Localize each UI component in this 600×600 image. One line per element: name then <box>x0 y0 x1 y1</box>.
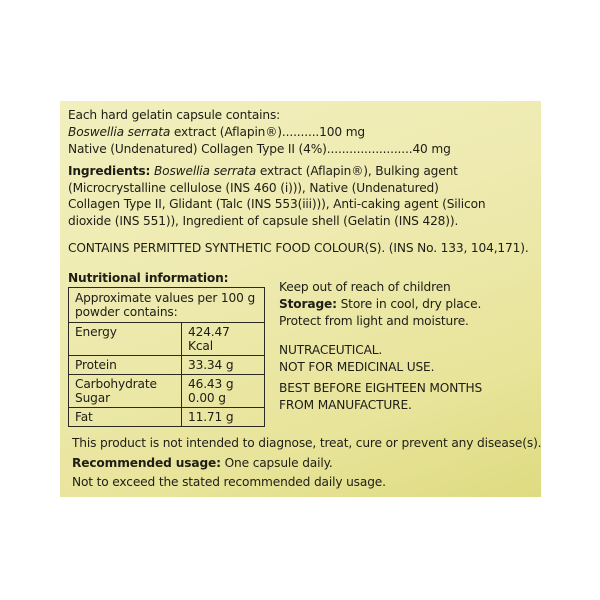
disclaimer: This product is not intended to diagnose, treat, cure or prevent any disease(s). <box>72 436 542 450</box>
composition-item-dots: .......... <box>281 125 320 139</box>
storage-label: Storage: <box>279 297 337 311</box>
nutrient-name <box>69 375 182 408</box>
ingredients-label: Ingredients: <box>68 164 151 178</box>
nutrient-value: 11.71 g <box>182 408 265 427</box>
composition-item-amount: 100 mg <box>319 125 366 139</box>
nutrient-value <box>182 375 265 408</box>
table-row <box>69 375 265 408</box>
nutrient-name-sub: Sugar <box>75 391 110 405</box>
table-row <box>69 356 265 375</box>
nutrition-header-row <box>69 288 265 323</box>
best-before-line-1: BEST BEFORE EIGHTEEN MONTHS <box>279 381 483 395</box>
usage-label: Recommended usage: <box>72 456 221 470</box>
nutrient-value: 424.47 Kcal <box>182 323 265 356</box>
usage-text: One capsule daily. <box>220 456 333 470</box>
composition-heading: Each hard gelatin capsule contains: <box>68 108 281 122</box>
nutraceutical-line: NUTRACEUTICAL. <box>279 343 383 357</box>
nutrient-name: Energy <box>69 323 182 356</box>
protect-line: Protect from light and moisture. <box>279 314 469 328</box>
product-label <box>60 101 541 497</box>
nutrient-value-sub: 0.00 g <box>188 391 226 405</box>
ingredients-paragraph <box>68 163 488 229</box>
composition-item-name-italic: Boswellia serrata <box>68 125 171 139</box>
ingredients-text: extract (Aflapin®), Bulking agent (Microcrystalline cellulose (INS 460 (i))), Native (Undenatured) Collagen Type II, Glidant (Talc (INS 553(iii))), Anti-caking agent (Silicon dioxide (INS 551)), Ingredient of capsule shell (Gelatin (INS 428)). <box>68 164 486 228</box>
nutrient-name: Protein <box>69 356 182 375</box>
colour-statement: CONTAINS PERMITTED SYNTHETIC FOOD COLOUR(S). (INS No. 133, 104,171). <box>68 241 529 255</box>
usage-limit: Not to exceed the stated recommended daily usage. <box>72 475 386 489</box>
usage-line <box>72 455 333 471</box>
storage-line <box>279 296 481 312</box>
nutrient-value-main: 46.43 g <box>188 377 234 391</box>
nutrition-table <box>68 287 265 427</box>
composition-item-amount: 40 mg <box>412 142 451 156</box>
composition-item-dots: ....................... <box>326 142 413 156</box>
not-medicinal-line: NOT FOR MEDICINAL USE. <box>279 360 435 374</box>
table-row <box>69 323 265 356</box>
nutrition-title: Nutritional information: <box>68 271 229 285</box>
composition-item-collagen <box>68 141 451 157</box>
nutrition-header: Approximate values per 100 g powder contains: <box>69 288 265 323</box>
best-before-line-2: FROM MANUFACTURE. <box>279 398 412 412</box>
ingredients-first-italic: Boswellia serrata <box>153 164 257 178</box>
storage-text: Store in cool, dry place. <box>336 297 482 311</box>
nutrient-name: Fat <box>69 408 182 427</box>
keep-out-warning: Keep out of reach of children <box>279 280 451 294</box>
nutrient-value: 33.34 g <box>182 356 265 375</box>
composition-item-name: extract (Aflapin®) <box>170 125 282 139</box>
nutrient-name-main: Carbohydrate <box>75 377 157 391</box>
composition-item-name: Native (Undenatured) Collagen Type II (4%) <box>68 142 327 156</box>
composition-item-boswellia <box>68 124 365 140</box>
table-row <box>69 408 265 427</box>
